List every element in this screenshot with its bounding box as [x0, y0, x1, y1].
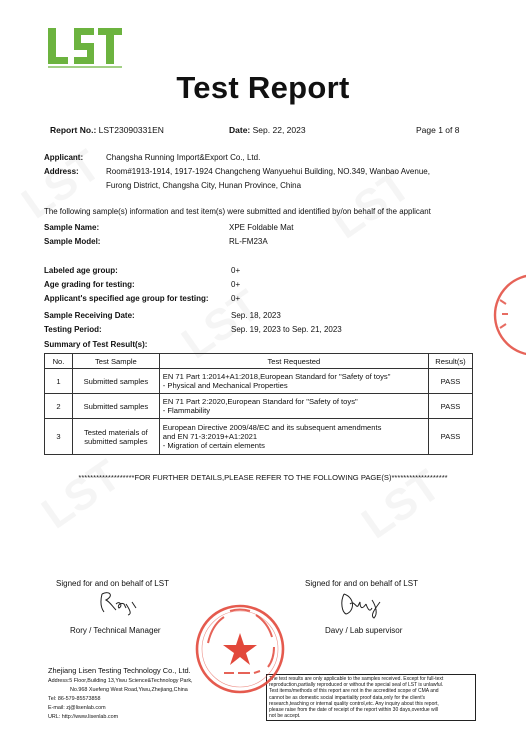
address-line-2: Furong District, Changsha City, Hunan Province, China [106, 181, 302, 190]
field-label: Applicant's specified age group for testing: [44, 294, 209, 303]
report-date-value: Sep. 22, 2023 [252, 125, 306, 135]
field-label: Sample Model: [44, 237, 101, 246]
address-label: Address: [44, 167, 79, 176]
row-result: PASS [429, 394, 473, 419]
field-value: RL-FM23A [229, 237, 268, 246]
row-number: 2 [45, 394, 73, 419]
summary-table [44, 353, 473, 455]
table-row [45, 394, 473, 419]
report-number-label: Report No.: [50, 125, 97, 135]
left-signer-heading: Signed for and on behalf of LST [56, 579, 169, 588]
watermark [33, 451, 130, 540]
row-requested [159, 369, 428, 394]
company-address-1: Address:5 Floor,Building 13,Yiwu Science&Technology Park, [48, 678, 193, 684]
company-url: URL: http://www.lisenlab.com [48, 714, 119, 720]
row-sample: Submitted samples [72, 369, 159, 394]
further-details-note: *******************FOR FURTHER DETAILS,PLEASE REFER TO THE FOLLOWING PAGE(S)******************* [78, 473, 448, 482]
report-number [50, 125, 164, 135]
field-label: Labeled age group: [44, 266, 118, 275]
company-seal-stamp [194, 603, 286, 695]
left-signature [96, 588, 142, 616]
row-number: 1 [45, 369, 73, 394]
applicant-value: Changsha Running Import&Export Co., Ltd. [106, 153, 261, 162]
right-signer-name: Davy / Lab supervisor [325, 626, 403, 635]
page-title: Test Report [176, 70, 350, 105]
disclaimer-line: The test results are only applicable to the samples received. Except for full-text [269, 676, 444, 682]
right-signer-heading: Signed for and on behalf of LST [305, 579, 418, 588]
field-value: Sep. 19, 2023 to Sep. 21, 2023 [231, 325, 342, 334]
field-value: XPE Foldable Mat [229, 223, 294, 232]
requested-line: - Physical and Mechanical Properties [162, 381, 288, 390]
disclaimer-box [266, 674, 476, 721]
page-number: Page 1 of 8 [416, 125, 460, 135]
column-header: Test Requested [159, 354, 428, 369]
column-header: Result(s) [429, 354, 473, 369]
field-label: Age grading for testing: [44, 280, 135, 289]
report-date [229, 125, 306, 135]
column-header: Test Sample [72, 354, 159, 369]
disclaimer-line: please raise from the date of receipt of the report within 30 days,overdue will [269, 707, 438, 714]
applicant-label: Applicant: [44, 153, 84, 162]
requested-line: EN 71 Part 1:2014+A1:2018,European Standard for "Safety of toys" [162, 372, 391, 381]
field-value: Sep. 18, 2023 [231, 311, 281, 320]
row-requested [159, 394, 428, 419]
company-name: Zhejiang Lisen Testing Technology Co., Ltd. [48, 666, 191, 675]
requested-line: - Migration of certain elements [162, 441, 265, 450]
requested-line: EN 71 Part 2:2020,European Standard for "Safety of toys" [162, 397, 358, 406]
address-line-1: Room#1913-1914, 1917-1924 Changcheng Wanyuehui Building, NO.349, Wanbao Avenue, [106, 167, 430, 176]
row-sample: Tested materials of submitted samples [72, 419, 159, 455]
requested-line: European Directive 2009/48/EC and its subsequent amendments [162, 423, 382, 432]
report-date-label: Date: [229, 125, 251, 135]
row-number: 3 [45, 419, 73, 455]
field-label: Testing Period: [44, 325, 102, 334]
right-signature [336, 590, 386, 620]
lst-logo [47, 26, 123, 70]
requested-line: - Flammability [162, 406, 211, 415]
report-number-value: LST23090331EN [98, 125, 164, 135]
field-value: 0+ [231, 266, 241, 275]
row-result: PASS [429, 419, 473, 455]
intro-text: The following sample(s) information and test item(s) were submitted and identified by/on behalf of the applicant [44, 207, 431, 216]
disclaimer-line: research,teaching or internal quality control,etc. Any inquiry about this report, [269, 700, 439, 707]
field-label: Sample Name: [44, 223, 100, 232]
disclaimer-line: not be accept. [269, 713, 301, 720]
disclaimer-line: reproduction,partially reproduced or without the special seal of LST is unlawful. [269, 682, 444, 689]
table-header-row [45, 354, 473, 369]
column-header: No. [45, 354, 73, 369]
page-seal-stamp [490, 270, 526, 360]
disclaimer-line: cannot be as domestic social impartiality proof data,only for the client's [269, 694, 426, 701]
field-value: 0+ [231, 280, 241, 289]
field-label: Sample Receiving Date: [44, 311, 135, 320]
table-row [45, 369, 473, 394]
company-email: E-mail: zj@lisenlab.com [48, 705, 106, 711]
disclaimer-line: Test items/methods of this report are not in the accredited scope of CMA and [269, 688, 439, 695]
company-tel: Tel: 86-579-85573858 [48, 696, 101, 702]
left-signer-name: Rory / Technical Manager [70, 626, 161, 635]
row-result: PASS [429, 369, 473, 394]
summary-caption: Summary of Test Result(s): [44, 340, 148, 349]
disclaimer-text [267, 675, 475, 720]
requested-line: and EN 71-3:2019+A1:2021 [162, 432, 258, 441]
table-row [45, 419, 473, 455]
row-requested [159, 419, 428, 455]
field-value: 0+ [231, 294, 241, 303]
company-address-2: No.968 Xuefeng West Road,Yiwu,Zhejiang,China [70, 687, 188, 693]
row-sample: Submitted samples [72, 394, 159, 419]
